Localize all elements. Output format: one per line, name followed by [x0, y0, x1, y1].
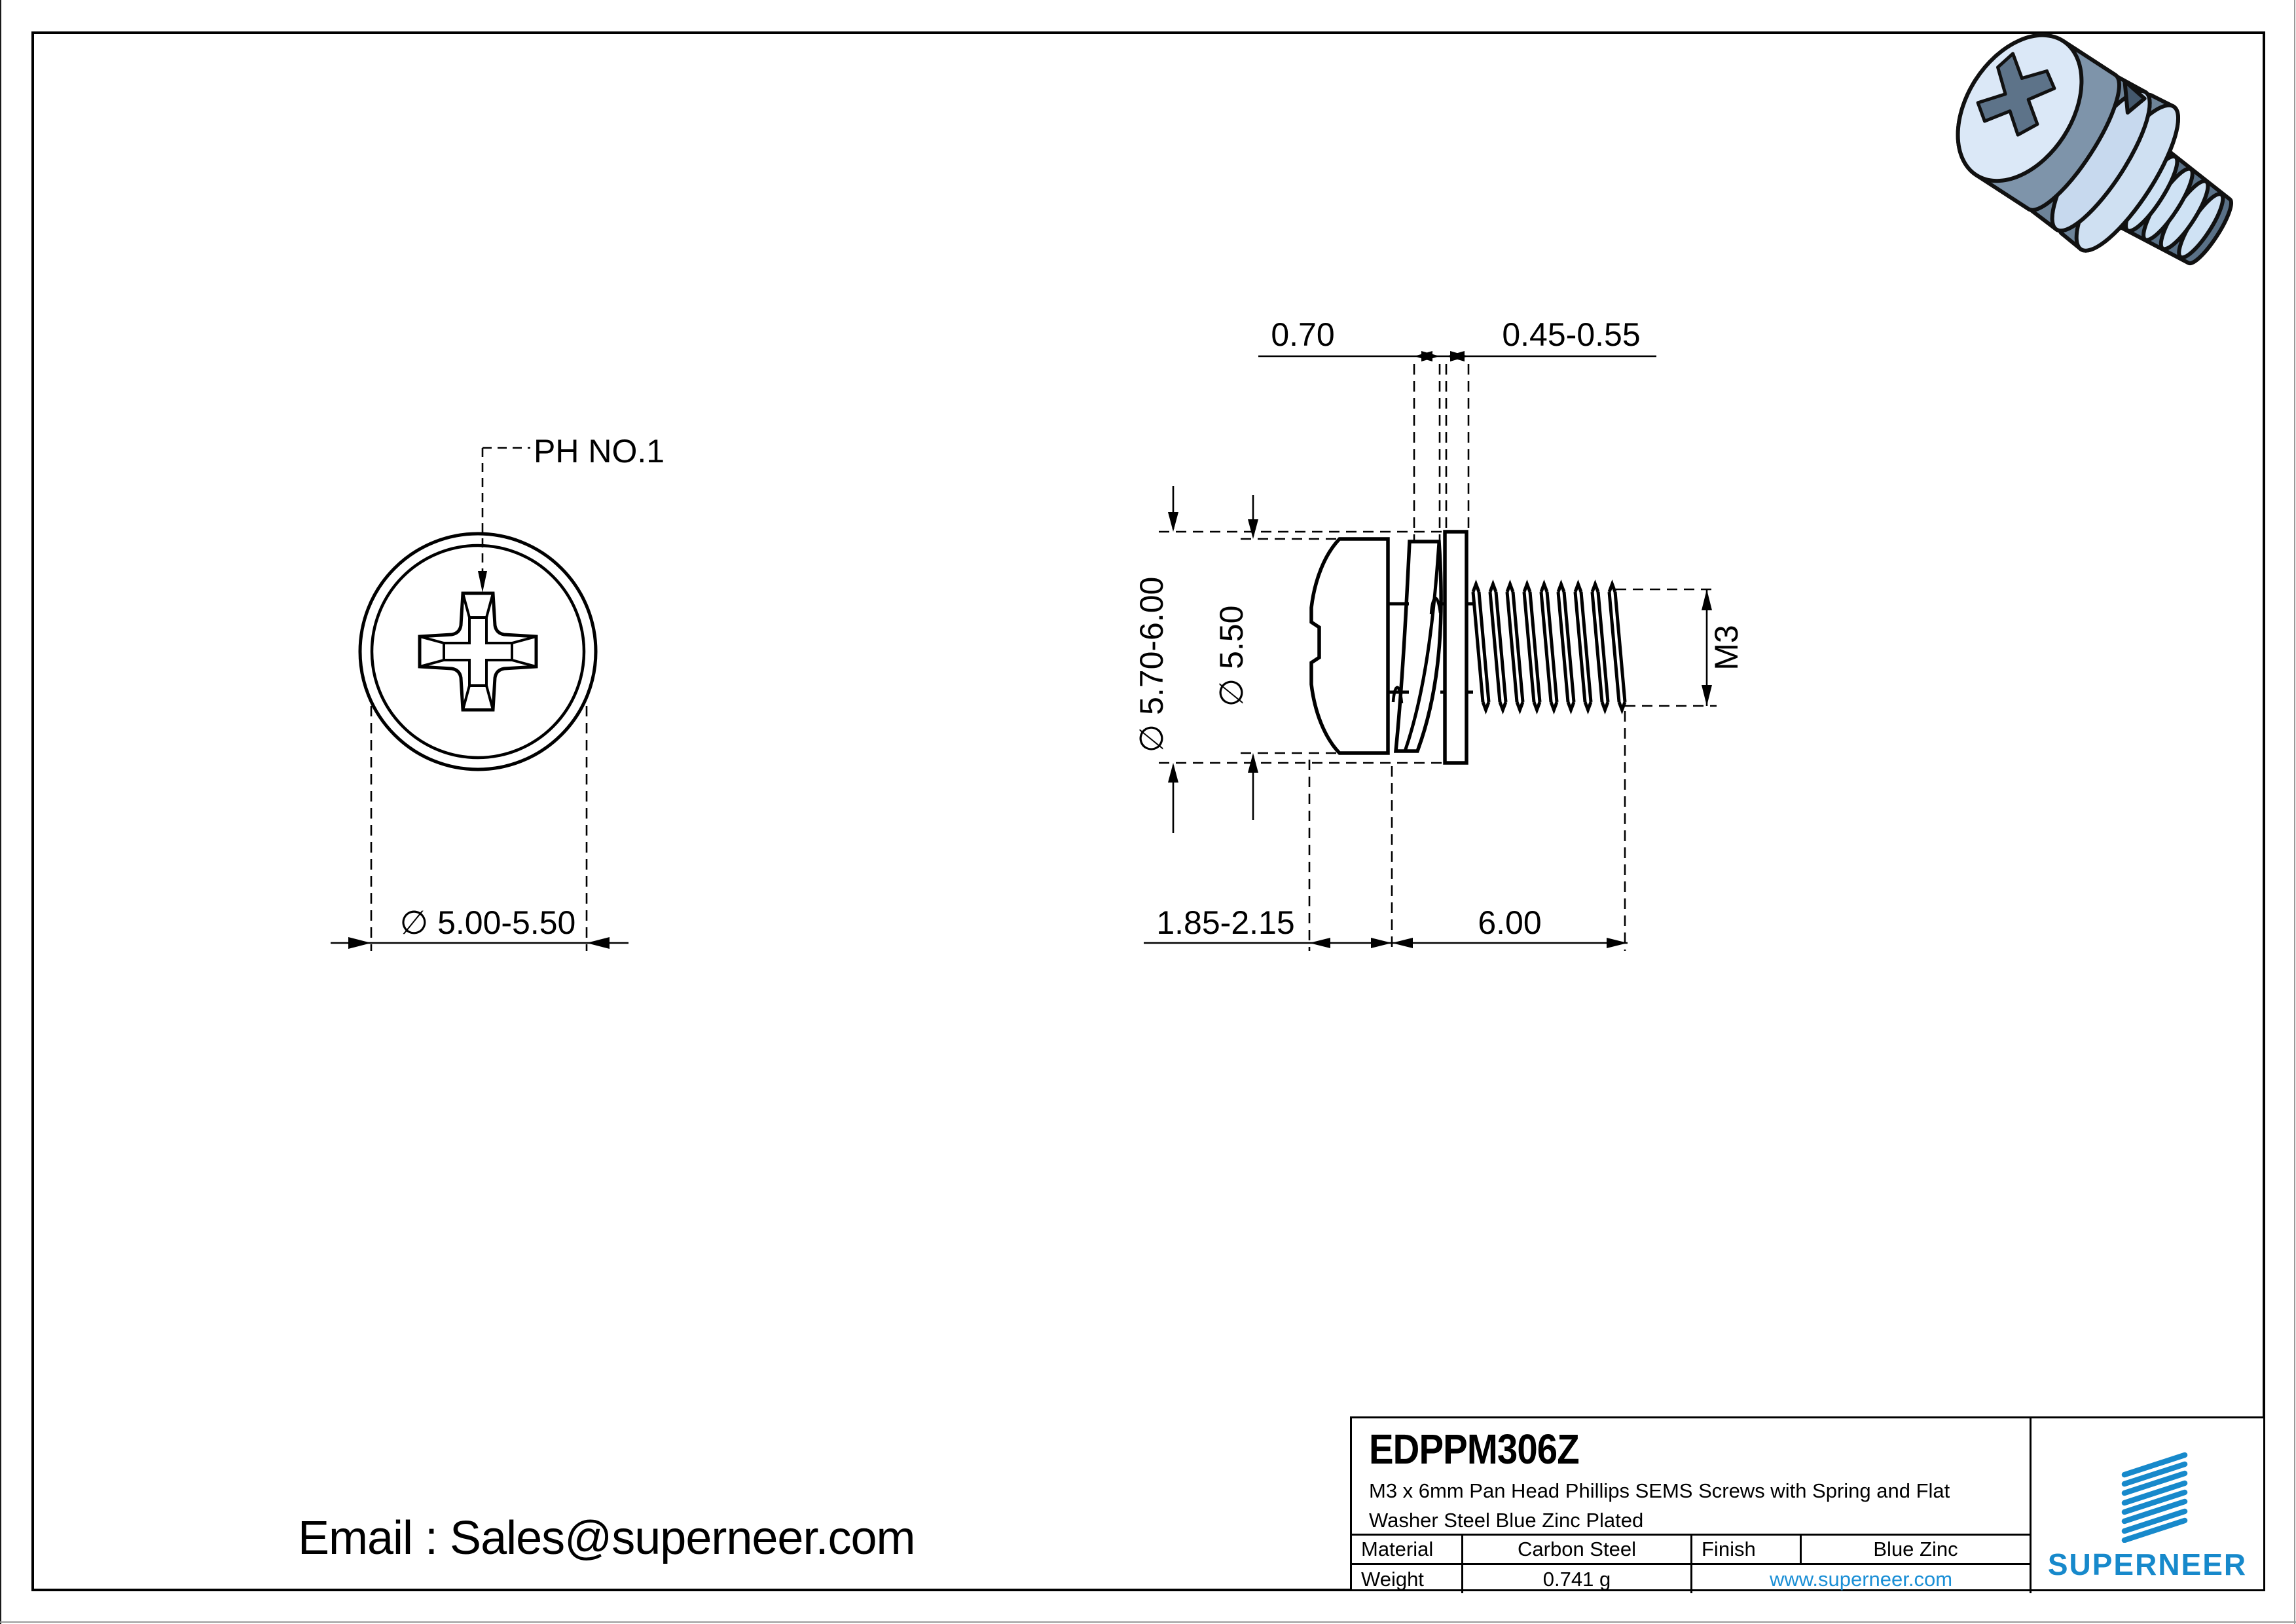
dim-arrow-icon	[1168, 512, 1178, 532]
brand-name: SUPERNEER	[2047, 1547, 2248, 1581]
pan-head-profile	[1311, 539, 1388, 753]
superneer-logo-icon	[2032, 1418, 2263, 1543]
front-diameter-label: ∅ 5.00-5.50	[399, 904, 576, 941]
weight-label: Weight	[1352, 1565, 1463, 1593]
dim-arrow-icon	[587, 937, 610, 949]
finish-label: Finish	[1692, 1536, 1802, 1565]
dim-arrow-icon	[1702, 685, 1712, 706]
part-info-cell	[1352, 1418, 2032, 1536]
part-description: M3 x 6mm Pan Head Phillips SEMS Screws with Spring and Flat Washer Steel Blue Zinc Plated	[1369, 1479, 1950, 1532]
spring-washer-width-label: 0.70	[1271, 316, 1335, 353]
material-label: Material	[1352, 1536, 1463, 1565]
dim-arrow-icon	[1309, 938, 1330, 948]
recess-leader	[478, 448, 530, 593]
part-number: EDPPM306Z	[1369, 1426, 1579, 1473]
thread-profile	[1473, 584, 1625, 710]
recess-label: PH NO.1	[534, 433, 665, 470]
head-height-label: 1.85-2.15	[1156, 904, 1295, 941]
finish-value: Blue Zinc	[1802, 1536, 2032, 1565]
dim-arrow-icon	[1702, 589, 1712, 610]
dim-arrow-icon	[1168, 763, 1178, 783]
head-outer-circle	[360, 534, 596, 769]
leader-arrow-icon	[478, 571, 487, 593]
screw-3d-render	[1929, 8, 2263, 307]
dim-arrow-icon	[1392, 938, 1413, 948]
head-od-label: ∅ 5.50	[1213, 605, 1250, 707]
flat-washer-width-label: 0.45-0.55	[1502, 316, 1641, 353]
washer-width-dimensions	[1258, 351, 1656, 541]
thread-size-label: M3	[1708, 625, 1745, 671]
washer-od-label: ∅ 5.70-6.00	[1133, 576, 1170, 753]
dim-arrow-icon	[1248, 519, 1258, 539]
brand-cell	[2032, 1418, 2263, 1589]
side-view	[1133, 316, 1745, 951]
website-link[interactable]: www.superneer.com	[1692, 1565, 2032, 1593]
contact-email: Email : Sales@superneer.com	[298, 1512, 915, 1564]
weight-value: 0.741 g	[1463, 1565, 1692, 1593]
flat-washer-profile	[1445, 532, 1467, 763]
thread-size-dimension	[1616, 589, 1717, 951]
material-value: Carbon Steel	[1463, 1536, 1692, 1565]
head-od-dimension	[1241, 495, 1337, 820]
dim-arrow-icon	[1371, 938, 1392, 948]
dim-arrow-icon	[348, 937, 371, 949]
front-view	[331, 433, 665, 951]
thread-length-label: 6.00	[1478, 904, 1542, 941]
spring-washer-profile	[1393, 542, 1441, 751]
title-block	[1350, 1416, 2265, 1591]
phillips-recess-icon	[420, 593, 536, 710]
head-inner-circle	[372, 545, 584, 758]
